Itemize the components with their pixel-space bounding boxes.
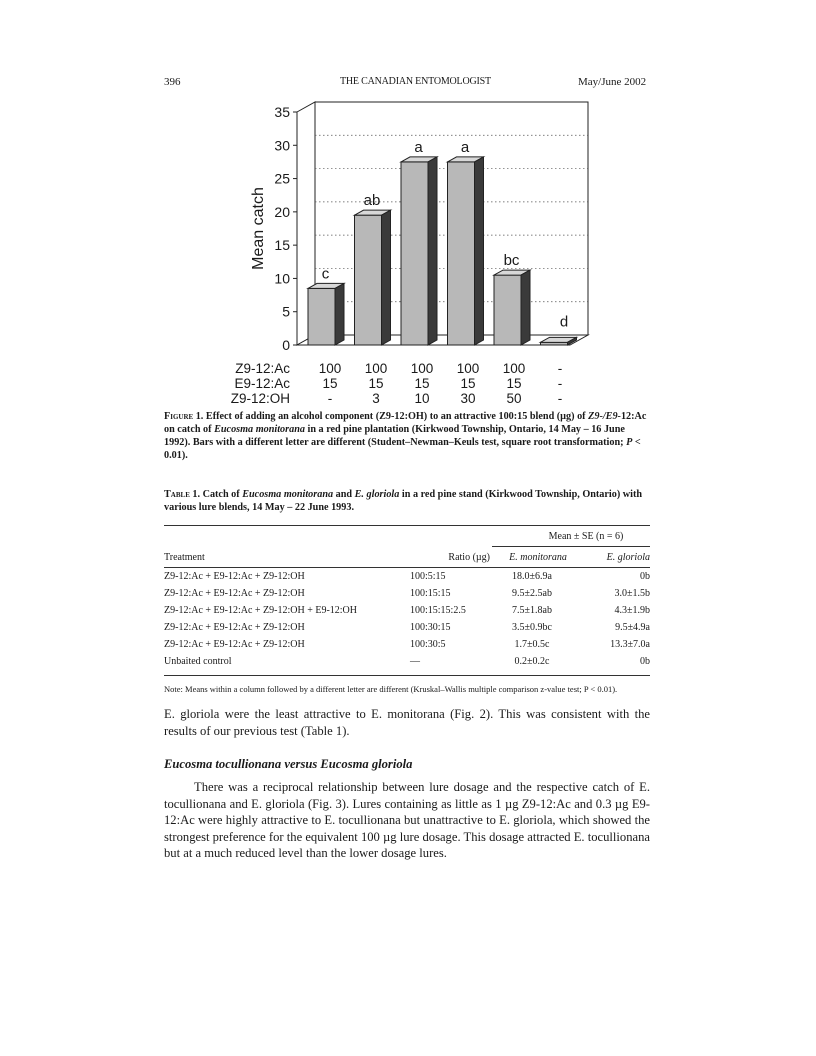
y-axis-title: Mean catch [250,187,267,270]
table-top-rule [164,525,650,526]
bar [401,162,428,345]
bar [448,162,475,345]
composition-cell: 15 [506,376,522,391]
table-caption: Table 1. Catch of Eucosma monitorana and E. gloriola in a red pine stand (Kirkwood Township, Ontario) with various lure blends, 14 May – 22 June 1993. [164,489,643,513]
cell-ratio: 100:5:15 [410,571,446,582]
cell-gloriola: 0b [640,571,650,582]
section-heading: Eucosma tocullionana versus Eucosma gloriola [164,757,413,771]
group-header: Mean ± SE (n = 6) [548,531,624,542]
group-header-rule [492,546,650,547]
cell-gloriola: 0b [640,656,650,667]
col-header-treatment: Treatment [164,552,205,563]
composition-row-label: Z9-12:Ac [235,361,290,376]
journal-title: THE CANADIAN ENTOMOLOGIST [340,76,491,87]
cell-ratio: — [410,656,420,667]
composition-row-label: Z9-12:OH [230,391,290,406]
cell-gloriola: 3.0±1.5b [614,588,650,599]
y-tick-label: 15 [274,237,290,254]
composition-cell: 30 [460,391,476,406]
bar [494,275,521,345]
composition-cell: - [557,361,563,376]
cell-ratio: 100:15:15 [410,588,451,599]
bar-side [475,157,484,345]
bar [355,215,382,345]
composition-cell: - [557,391,563,406]
composition-cell: 100 [456,361,480,376]
col-header-monitorana: E. monitorana [509,552,567,563]
cell-monitorana: 0.2±0.2c [514,656,550,667]
bar-letter-label: c [321,265,330,283]
figure-caption: Figure 1. Effect of adding an alcohol component (Z9-12:OH) to an attractive 100:15 blend (µg) of Z9-/E9-12:Ac on catch of Eucosma monitorana in a red pine plantation (Kirkwood Township, Ontario, 14 May – 16 June 1992). Bars with a different letter are different (Student–Newman–Keuls test, square root transformation; P < 0.01). [164,411,647,461]
y-tick-label: 0 [282,337,290,353]
composition-row-label: E9-12:Ac [234,376,290,391]
y-tick-label: 35 [274,104,290,120]
y-tick-label: 20 [274,203,290,220]
composition-cell: 100 [318,361,342,376]
composition-cell: 50 [506,391,522,406]
cell-monitorana: 1.7±0.5c [514,639,550,650]
bar-side [428,157,437,345]
bar-side [521,270,530,345]
table-note: Note: Means within a column followed by a different letter are different (Kruskal–Wallis multiple comparison z-value test; P < 0.01). [164,684,618,694]
cell-ratio: 100:15:15:2.5 [410,605,466,616]
figure-1-bar-chart [0,0,816,410]
col-header-gloriola: E. gloriola [606,552,650,563]
composition-cell: 15 [322,376,338,391]
composition-cell: 15 [414,376,430,391]
cell-treatment: Unbaited control [164,656,232,667]
bar-letter-label: a [460,138,470,156]
paragraph-1: E. gloriola were the least attractive to E. monitorana (Fig. 2). This was consistent with the results of our previous test (Table 1). [164,707,650,738]
cell-gloriola: 9.5±4.9a [615,622,650,633]
composition-cell: 15 [460,376,476,391]
paragraph-2: There was a reciprocal relationship between lure dosage and the respective catch of E. tocullionana and E. gloriola (Fig. 3). Lures containing as little as 1 µg Z9-12:Ac and 0.3 µg E9-12:Ac were highly attractive to E. tocullionana but unattractive to E. gloriola, which showed the strongest preference for the equivalent 100 µg lure dosage. This dosage attracted E. tocullionana but at a much reduced level than the lower dosage lures. [164,780,650,860]
composition-cell: 100 [410,361,434,376]
composition-cell: 100 [502,361,526,376]
cell-ratio: 100:30:15 [410,622,451,633]
cell-treatment: Z9-12:Ac + E9-12:Ac + Z9-12:OH + E9-12:OH [164,605,357,616]
header-bottom-rule [164,567,650,568]
cell-monitorana: 3.5±0.9bc [512,622,552,633]
cell-ratio: 100:30:5 [410,639,446,650]
cell-gloriola: 4.3±1.9b [614,605,650,616]
y-tick-label: 10 [274,270,290,287]
composition-cell: - [327,391,333,406]
cell-gloriola: 13.3±7.0a [610,639,650,650]
y-tick-label: 30 [274,137,290,154]
bar [308,288,335,345]
bar-letter-label: d [559,313,569,331]
table-bottom-rule [164,675,650,676]
composition-cell: 10 [414,391,430,406]
cell-treatment: Z9-12:Ac + E9-12:Ac + Z9-12:OH [164,571,305,582]
bar-letter-label: a [414,138,423,156]
col-header-ratio: Ratio (µg) [448,552,490,563]
y-tick-label: 5 [282,303,290,320]
cell-treatment: Z9-12:Ac + E9-12:Ac + Z9-12:OH [164,588,305,599]
issue-date: May/June 2002 [578,76,647,88]
composition-cell: 3 [372,391,380,406]
composition-cell: 15 [368,376,384,391]
cell-monitorana: 18.0±6.9a [512,571,552,582]
bar-letter-label: ab [363,192,381,210]
cell-treatment: Z9-12:Ac + E9-12:Ac + Z9-12:OH [164,622,305,633]
cell-monitorana: 9.5±2.5ab [512,588,552,599]
bar-side [335,283,344,345]
composition-cell: 100 [364,361,388,376]
bar-side [382,210,391,345]
y-tick-label: 25 [274,170,290,187]
bar-letter-label: bc [503,252,520,270]
composition-cell: - [557,376,563,391]
page-number: 396 [164,76,181,88]
cell-treatment: Z9-12:Ac + E9-12:Ac + Z9-12:OH [164,639,305,650]
cell-monitorana: 7.5±1.8ab [512,605,552,616]
